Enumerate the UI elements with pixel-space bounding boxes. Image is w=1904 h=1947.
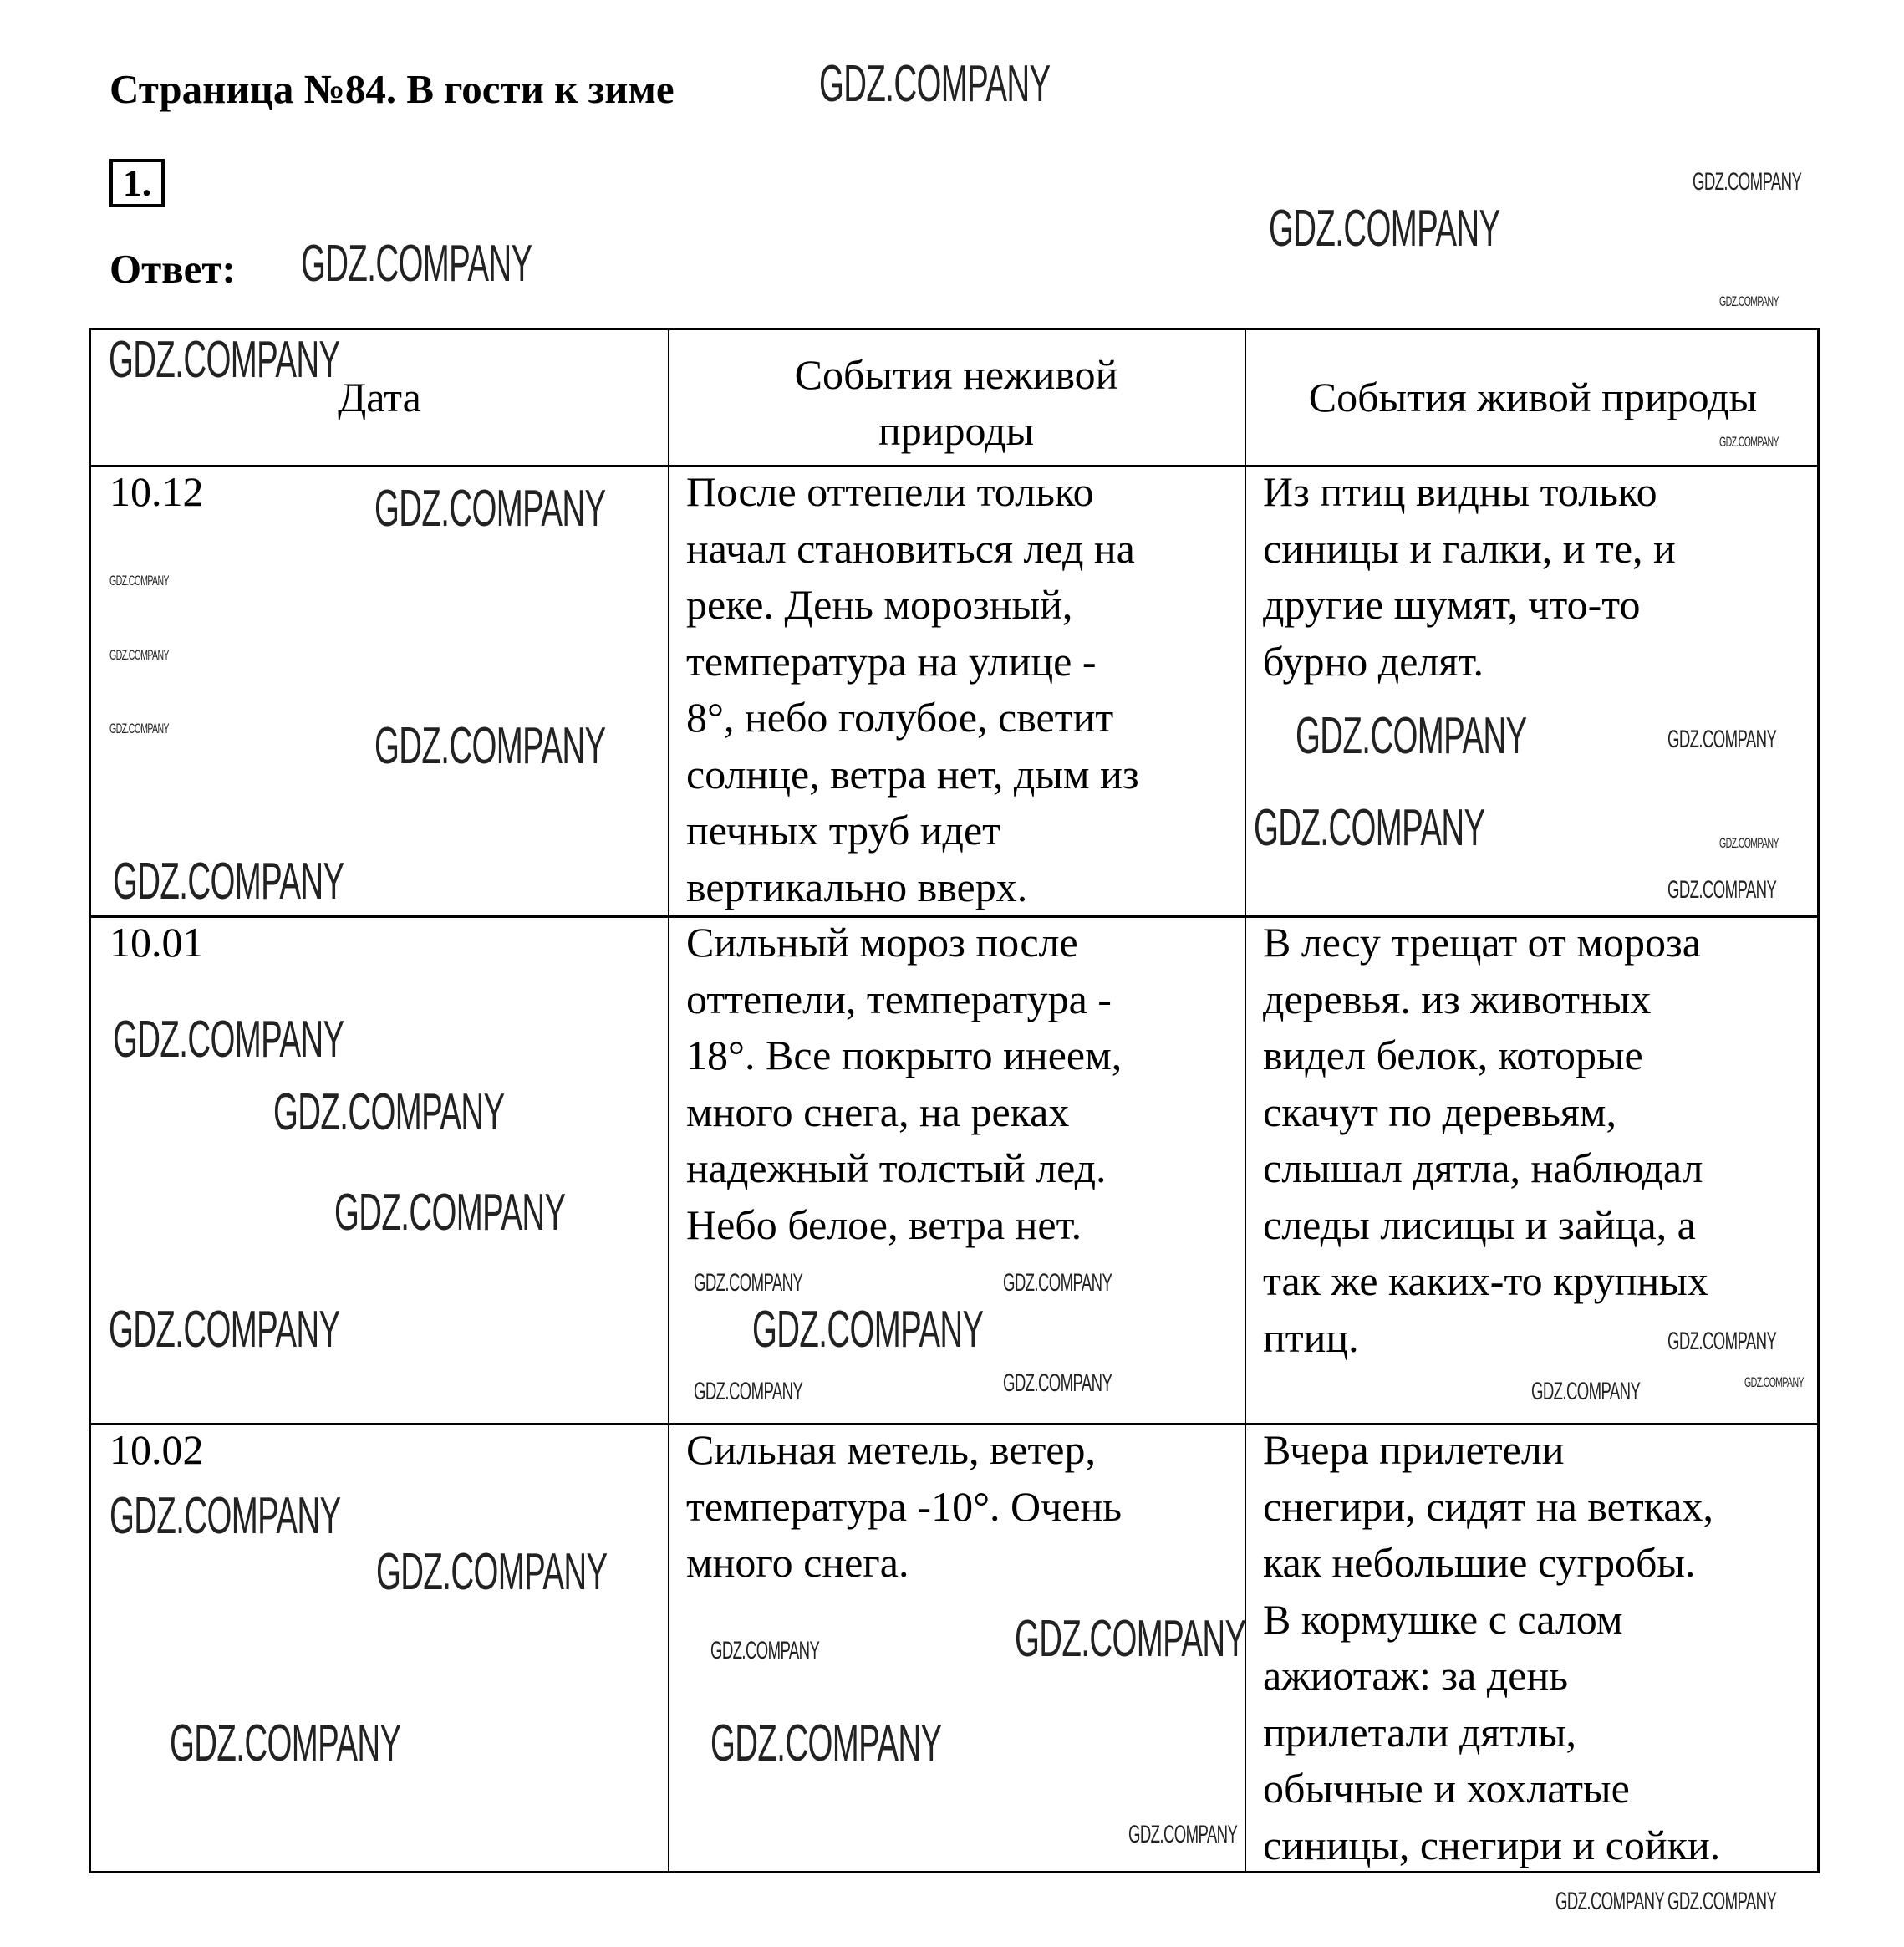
watermark: GDZ.COMPANY bbox=[1719, 835, 1779, 851]
watermark: GDZ.COMPANY bbox=[109, 331, 340, 389]
watermark: GDZ.COMPANY bbox=[334, 1184, 566, 1241]
watermark: GDZ.COMPANY bbox=[1744, 1374, 1804, 1390]
cell-line: много снега, на реках bbox=[686, 1088, 1070, 1135]
cell-line: так же каких-то крупных bbox=[1263, 1257, 1708, 1304]
watermark: GDZ.COMPANY bbox=[374, 480, 606, 538]
answer-label: Ответ: bbox=[109, 246, 236, 292]
watermark: GDZ.COMPANY bbox=[109, 647, 169, 663]
cell-line: солнце, ветра нет, дым из bbox=[686, 750, 1139, 798]
cell-nonliving bbox=[686, 464, 1139, 915]
cell-line: ажиотаж: за день bbox=[1263, 1652, 1569, 1699]
cell-line: начал становиться лед на bbox=[686, 524, 1135, 572]
cell-line: Сильная метель, ветер, bbox=[686, 1426, 1096, 1473]
watermark: GDZ.COMPANY bbox=[109, 1301, 340, 1358]
cell-line: надежный толстый лед. bbox=[686, 1144, 1107, 1191]
cell-line: синицы, снегири и сойки. bbox=[1263, 1821, 1721, 1868]
cell-line: много снега. bbox=[686, 1539, 909, 1586]
watermark: GDZ.COMPANY bbox=[1667, 726, 1777, 753]
cell-line: скачут по деревьям, bbox=[1263, 1088, 1617, 1135]
watermark: GDZ.COMPANY bbox=[170, 1715, 401, 1772]
watermark: GDZ.COMPANY bbox=[1719, 434, 1779, 450]
watermark: GDZ.COMPANY bbox=[1667, 1328, 1777, 1355]
watermark: GDZ.COMPANY bbox=[273, 1083, 505, 1141]
cell-living bbox=[1263, 464, 1676, 690]
cell-line: 18°. Все покрыто инеем, bbox=[686, 1032, 1123, 1078]
cell-line: После оттепели только bbox=[686, 468, 1094, 515]
cell-line: реке. День морозный, bbox=[686, 581, 1073, 628]
watermark: GDZ.COMPANY bbox=[109, 721, 169, 736]
watermark: GDZ.COMPANY bbox=[1531, 1378, 1641, 1405]
task-number: 1. bbox=[109, 159, 165, 207]
column-divider bbox=[668, 330, 669, 1871]
watermark: GDZ.COMPANY bbox=[1693, 168, 1802, 196]
watermark: GDZ.COMPANY bbox=[109, 573, 169, 589]
cell-line: слышал дятла, наблюдал bbox=[1263, 1144, 1703, 1191]
watermark: GDZ.COMPANY bbox=[819, 55, 1051, 113]
cell-line: температура на улице - bbox=[686, 637, 1097, 685]
header-nonliving bbox=[668, 347, 1245, 459]
watermark: GDZ.COMPANY bbox=[1015, 1610, 1246, 1668]
watermark: GDZ.COMPANY bbox=[1296, 707, 1527, 765]
cell-nonliving bbox=[686, 1422, 1122, 1592]
watermark: GDZ.COMPANY bbox=[1003, 1369, 1112, 1397]
cell-line: печных труб идет bbox=[686, 807, 1001, 854]
watermark: GDZ.COMPANY bbox=[1667, 876, 1777, 904]
cell-living bbox=[1263, 915, 1708, 1366]
watermark: GDZ.COMPANY bbox=[1128, 1821, 1238, 1848]
watermark: GDZ.COMPANY bbox=[1269, 200, 1500, 257]
cell-line: птиц. bbox=[1263, 1313, 1359, 1361]
cell-date: 10.12 bbox=[109, 468, 204, 515]
watermark: GDZ.COMPANY bbox=[374, 717, 606, 775]
cell-line: снегири, сидят на ветках, bbox=[1263, 1482, 1713, 1530]
cell-line: видел белок, которые bbox=[1263, 1032, 1643, 1078]
watermark: GDZ.COMPANY bbox=[694, 1378, 803, 1405]
header-date: Дата bbox=[338, 374, 421, 420]
cell-date: 10.02 bbox=[109, 1426, 204, 1473]
header-living: События живой природы bbox=[1308, 374, 1758, 420]
cell-line: В лесу трещат от мороза bbox=[1263, 919, 1701, 966]
cell-nonliving bbox=[686, 915, 1122, 1253]
cell-date: 10.01 bbox=[109, 919, 204, 966]
watermark: GDZ.COMPANY bbox=[376, 1543, 608, 1601]
watermark: GDZ.COMPANY bbox=[710, 1715, 942, 1772]
header-line: природы bbox=[878, 407, 1035, 454]
watermark: GDZ.COMPANY bbox=[1003, 1269, 1112, 1297]
cell-line: вертикально вверх. bbox=[686, 863, 1028, 910]
cell-line: бурно делят. bbox=[1263, 637, 1484, 685]
cell-line: синицы и галки, и те, и bbox=[1263, 524, 1676, 572]
cell-line: прилетали дятлы, bbox=[1263, 1708, 1577, 1756]
cell-line: деревья. из животных bbox=[1263, 975, 1652, 1022]
page-title: Страница №84. В гости к зиме bbox=[109, 66, 675, 112]
cell-line: температура -10°. Очень bbox=[686, 1482, 1123, 1530]
cell-line: обычные и хохлатые bbox=[1263, 1765, 1630, 1812]
cell-living bbox=[1263, 1422, 1720, 1873]
cell-line: Небо белое, ветра нет. bbox=[686, 1200, 1082, 1248]
watermark: GDZ.COMPANY bbox=[1719, 293, 1779, 309]
watermark: GDZ.COMPANY bbox=[1555, 1888, 1665, 1915]
watermark: GDZ.COMPANY bbox=[752, 1301, 984, 1358]
header-line: События неживой bbox=[794, 351, 1118, 398]
watermark: GDZ.COMPANY bbox=[1254, 799, 1485, 857]
cell-line: другие шумят, что-то bbox=[1263, 581, 1641, 628]
watermark: GDZ.COMPANY bbox=[301, 235, 532, 293]
cell-line: Сильный мороз после bbox=[686, 919, 1078, 966]
cell-line: следы лисицы и зайца, а bbox=[1263, 1200, 1696, 1248]
cell-line: 8°, небо голубое, светит bbox=[686, 694, 1114, 741]
cell-line: оттепели, температура - bbox=[686, 975, 1112, 1022]
watermark: GDZ.COMPANY bbox=[113, 853, 344, 910]
cell-line: как небольшие сугробы. bbox=[1263, 1539, 1696, 1586]
cell-line: Из птиц видны только bbox=[1263, 468, 1657, 515]
watermark: GDZ.COMPANY bbox=[1667, 1888, 1777, 1915]
watermark: GDZ.COMPANY bbox=[113, 1011, 344, 1068]
cell-line: В кормушке с салом bbox=[1263, 1595, 1623, 1643]
watermark: GDZ.COMPANY bbox=[109, 1487, 341, 1545]
watermark: GDZ.COMPANY bbox=[694, 1269, 803, 1297]
cell-line: Вчера прилетели bbox=[1263, 1426, 1565, 1473]
watermark: GDZ.COMPANY bbox=[710, 1637, 820, 1664]
